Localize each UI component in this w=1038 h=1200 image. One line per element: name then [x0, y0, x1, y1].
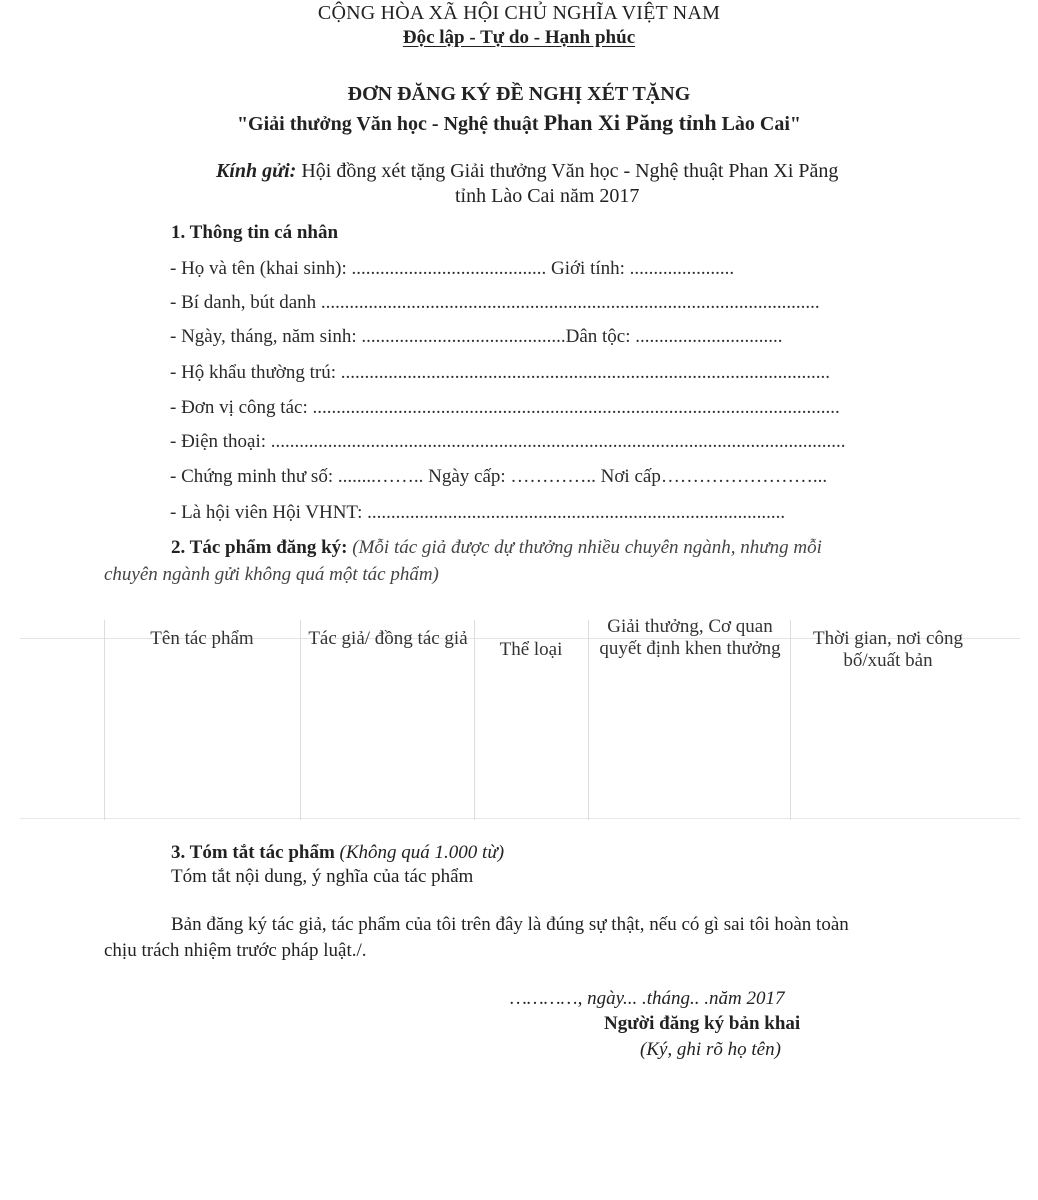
recipient-text: Hội đồng xét tặng Giải thưởng Văn học - Nghệ thuật Phan Xi Păng: [296, 160, 839, 182]
award-title-name: Phan Xi Păng tỉnh: [543, 110, 717, 135]
recipient-line-1: [216, 160, 838, 183]
field-workplace: - Đơn vị công tác: ...............................................................................................................: [170, 397, 840, 418]
declaration-line-2: chịu trách nhiệm trước pháp luật./.: [104, 940, 367, 961]
section2-note-line-2: chuyên ngành gửi không quá một tác phẩm): [104, 564, 439, 585]
field-date-of-birth: - Ngày, tháng, năm sinh: ...........................................Dân tộc: ...............................: [170, 326, 783, 347]
table-bottom-line: [20, 818, 1020, 819]
award-title-prefix: "Giải thưởng Văn học - Nghệ thuật: [236, 113, 544, 135]
recipient-label: Kính gửi:: [216, 160, 297, 182]
signature-title: Người đăng ký bản khai: [604, 1013, 801, 1034]
field-phone: - Điện thoại: .........................................................................................................................: [170, 431, 846, 452]
section1-heading: 1. Thông tin cá nhân: [171, 222, 339, 243]
field-association-member: - Là hội viên Hội VHNT: ........................................................................................: [170, 502, 786, 523]
national-motto: Độc lập - Tự do - Hạnh phúc: [402, 27, 636, 48]
award-title: [0, 110, 1038, 136]
table-header-publication: Thời gian, nơi công bố/xuất bản: [813, 628, 963, 671]
table-divider-2: [474, 620, 475, 820]
section2-note-line-1: (Mỗi tác giả được dự thưởng nhiều chuyên ngành, nhưng mỗi: [347, 537, 822, 558]
table-border-left: [104, 620, 105, 820]
section2-heading-line: [171, 537, 822, 559]
table-header-author: Tác giả/ đồng tác giả: [308, 628, 468, 649]
section3-note: (Không quá 1.000 từ): [334, 842, 505, 863]
field-full-name: - Họ và tên (khai sinh): ......................................... Giới tính: ......................: [170, 258, 735, 279]
section3-body: Tóm tắt nội dung, ý nghĩa của tác phẩm: [171, 866, 474, 887]
section2-heading: 2. Tác phẩm đăng ký:: [171, 537, 348, 558]
signature-date: …………, ngày... .tháng.. .năm 2017: [510, 988, 785, 1009]
section3-heading-line: [171, 842, 504, 864]
table-divider-3: [588, 620, 589, 820]
field-alias: - Bí danh, bút danh .........................................................................................................: [170, 292, 820, 313]
recipient-line-2: tỉnh Lào Cai năm 2017: [455, 185, 640, 207]
country-name: CỘNG HÒA XÃ HỘI CHỦ NGHĨA VIỆT NAM: [317, 2, 721, 24]
signature-note: (Ký, ghi rõ họ tên): [640, 1039, 781, 1060]
field-id-card: - Chứng minh thư số: ........…….. Ngày cấp: ………….. Nơi cấp……………………...: [170, 466, 828, 487]
table-divider-4: [790, 620, 791, 820]
form-title: ĐƠN ĐĂNG KÝ ĐỀ NGHỊ XÉT TẶNG: [347, 83, 691, 105]
section3-heading: 3. Tóm tắt tác phẩm: [171, 842, 335, 863]
table-header-title: Tên tác phẩm: [150, 628, 254, 649]
field-residence: - Hộ khẩu thường trú: .......................................................................................................: [170, 362, 830, 383]
table-divider-1: [300, 620, 301, 820]
table-header-genre: Thể loại: [499, 639, 563, 660]
table-header-award: Giải thưởng, Cơ quan quyết định khen thưởng: [599, 616, 781, 659]
declaration-line-1: Bản đăng ký tác giả, tác phẩm của tôi trên đây là đúng sự thật, nếu có gì sai tôi hoàn toàn: [171, 914, 849, 935]
award-title-suffix: Lào Cai": [716, 113, 802, 135]
